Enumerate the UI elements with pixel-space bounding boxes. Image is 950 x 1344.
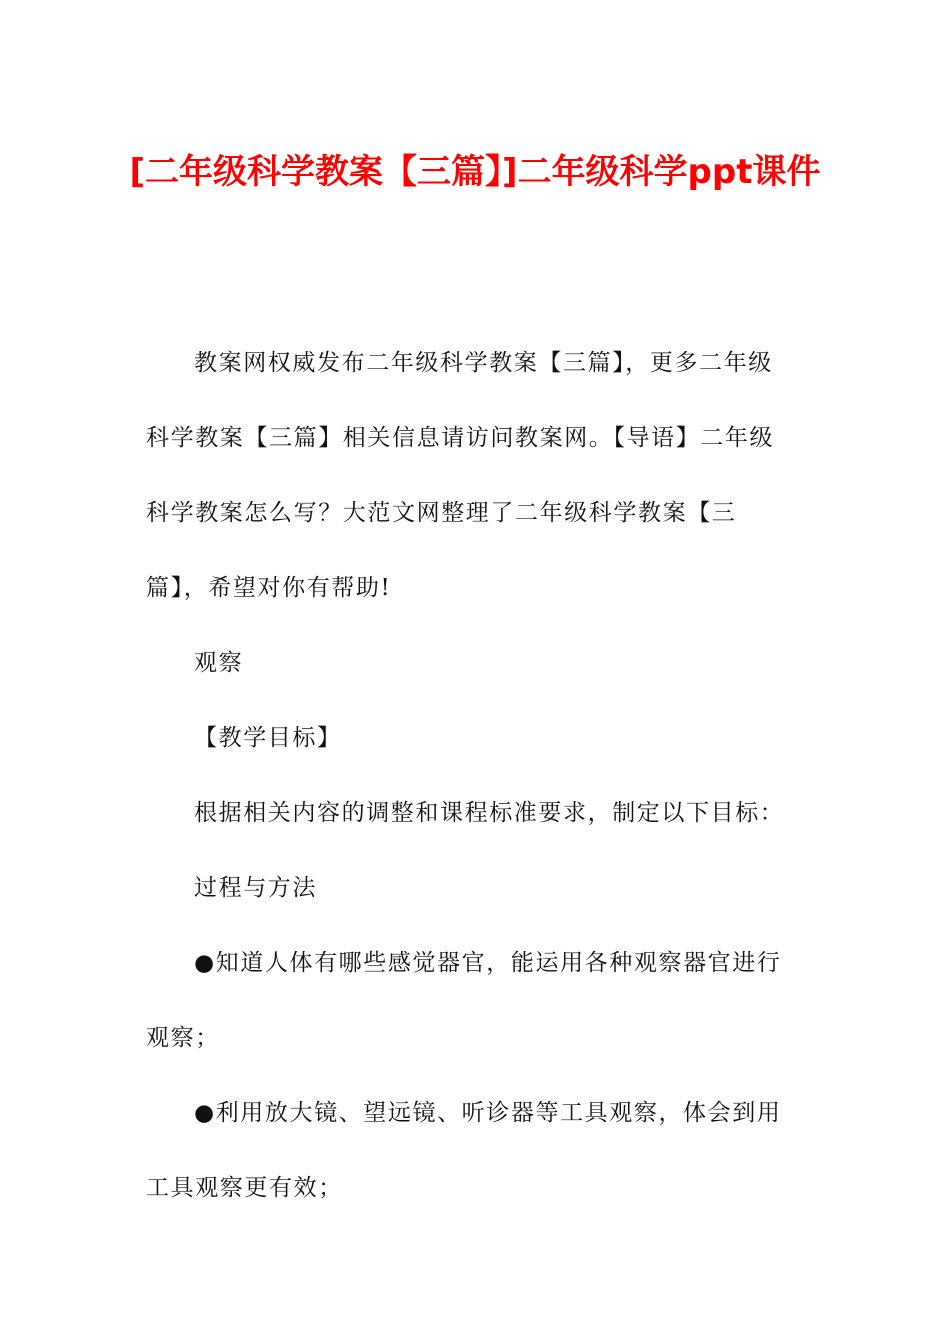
document-title: [二年级科学教案【三篇】]二年级科学ppt课件 [129, 152, 821, 192]
section-heading-teaching-goals: 【教学目标】 [194, 725, 342, 751]
section-heading-observation: 观察 [194, 650, 244, 676]
goals-intro-paragraph: 根据相关内容的调整和课程标准要求，制定以下目标： [194, 800, 785, 826]
bullet-item: ●知道人体有哪些感觉器官，能运用各种观察器官进行观察； [146, 950, 782, 1051]
subheading-process-and-method: 过程与方法 [194, 875, 317, 901]
intro-paragraph: 教案网权威发布二年级科学教案【三篇】，更多二年级科学教案【三篇】相关信息请访问教案网。【导语】二年级科学教案怎么写？大范文网整理了二年级科学教案【三篇】，希望对你有帮助! [146, 350, 775, 601]
bullet-item: ●利用放大镜、望远镜、听诊器等工具观察，体会到用工具观察更有效； [146, 1100, 782, 1201]
document-body [146, 326, 796, 1226]
